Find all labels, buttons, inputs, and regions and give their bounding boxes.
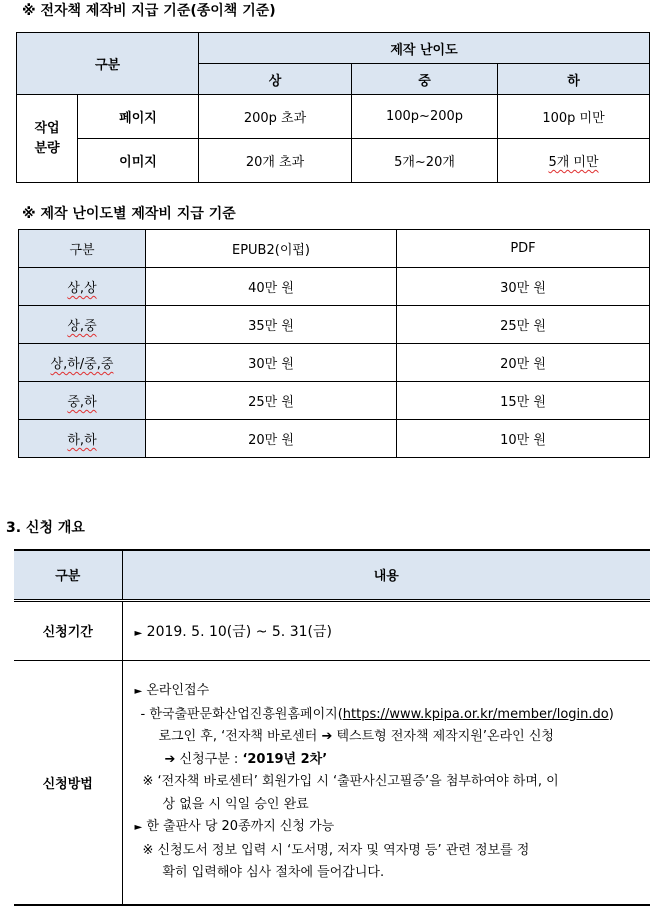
t3-period-label: 신청기간 <box>14 600 122 660</box>
t2-cell: 40만 원 <box>146 268 397 306</box>
method-line-note2: ※ 신청도서 정보 입력 시 ‘도서명, 저자 및 역자명 등’ 관련 정보를 정 <box>142 842 530 858</box>
production-difficulty-table <box>16 32 650 183</box>
method-line-round <box>135 749 645 772</box>
t1-cell: 100p~200p <box>352 95 498 139</box>
method-line-login <box>135 726 645 749</box>
t2-cell: 30만 원 <box>397 268 650 306</box>
site-prefix: - 한국출판문화산업진흥원홈페이지( <box>140 706 343 722</box>
round-value: ‘2019년 2차’ <box>242 751 328 767</box>
t2-grade <box>19 420 146 458</box>
site-suffix: ) <box>608 706 614 722</box>
t1-category-header: 구분 <box>17 33 199 95</box>
spellcheck-text: 중,하 <box>67 395 97 410</box>
cost-by-difficulty-table <box>18 229 650 458</box>
t2-grade <box>19 344 146 382</box>
t1-row-label: 페이지 <box>78 95 199 139</box>
note-cost-by-difficulty: ※ 제작 난이도별 제작비 지급 기준 <box>22 206 236 222</box>
spellcheck-text: 5개 미만 <box>548 155 599 170</box>
spellcheck-text: 상,하/중,중 <box>50 357 114 372</box>
application-overview-table <box>14 549 650 906</box>
t3-method-content <box>122 660 650 905</box>
t2-grade <box>19 306 146 344</box>
method-line-note2-cont: 확히 입력해야 심사 절차에 들어갑니다. <box>162 865 385 880</box>
t2-cell: 15만 원 <box>397 382 650 420</box>
arrow-right-icon: ➔ <box>321 729 333 744</box>
t1-cell: 5개~20개 <box>352 139 498 183</box>
triangle-bullet-icon: ► <box>134 627 143 639</box>
arrow-right-icon: ➔ <box>164 751 176 767</box>
limit-text: 한 출판사 당 20종까지 신청 가능 <box>146 819 335 834</box>
t1-level-low: 하 <box>498 64 650 95</box>
t3-method-label: 신청방법 <box>14 660 122 905</box>
t2-header: EPUB2(이펍) <box>146 230 397 268</box>
t3-header-content: 내용 <box>122 550 650 600</box>
login-text-b: 텍스트형 전자책 제작지원’온라인 신청 <box>336 729 554 744</box>
spellcheck-text: 상,중 <box>67 319 97 334</box>
method-line-note1-cont: 상 없을 시 익일 승인 완료 <box>162 796 309 812</box>
t2-cell: 25만 원 <box>397 306 650 344</box>
t1-difficulty-header: 제작 난이도 <box>199 33 650 64</box>
spellcheck-text: 상,상 <box>67 281 97 296</box>
t2-cell: 30만 원 <box>146 344 397 382</box>
method-line-online <box>135 680 645 704</box>
t2-cell: 25만 원 <box>146 382 397 420</box>
t2-cell: 35만 원 <box>146 306 397 344</box>
kpipa-login-link[interactable]: https://www.kpipa.or.kr/member/login.do <box>342 706 609 722</box>
t1-workload-label: 작업 분량 <box>17 95 78 183</box>
spellcheck-text: 하,하 <box>67 433 97 448</box>
triangle-bullet-icon: ► <box>134 822 143 833</box>
t2-grade <box>19 268 146 306</box>
round-label: 신청구분 : <box>179 751 239 767</box>
t2-cell: 20만 원 <box>397 344 650 382</box>
period-text: 2019. 5. 10(금) ~ 5. 31(금) <box>146 623 332 640</box>
t1-cell: 100p 미만 <box>498 95 650 139</box>
t1-level-mid: 중 <box>352 64 498 95</box>
note-ebook-cost-criteria: ※ 전자책 제작비 지급 기준(종이책 기준) <box>22 3 276 19</box>
t2-header: 구분 <box>19 230 146 268</box>
triangle-bullet-icon: ► <box>134 686 143 697</box>
t3-header-category: 구분 <box>14 550 122 600</box>
t1-cell: 20개 초과 <box>199 139 352 183</box>
t1-cell <box>498 139 650 183</box>
method-line-site <box>135 704 645 727</box>
t1-level-high: 상 <box>199 64 352 95</box>
section-title-application-overview: 3. 신청 개요 <box>6 520 85 536</box>
login-text-a: 로그인 후, ‘전자책 바로센터 <box>158 729 318 744</box>
method-line-limit <box>135 816 645 840</box>
online-label: 온라인접수 <box>146 683 210 698</box>
t2-cell: 20만 원 <box>146 420 397 458</box>
t1-row-label: 이미지 <box>78 139 199 183</box>
t2-cell: 10만 원 <box>397 420 650 458</box>
t2-grade <box>19 382 146 420</box>
method-line-note1: ※ ‘전자책 바로센터’ 회원가입 시 ‘출판사신고필증’을 첨부하여야 하며, 이 <box>142 774 559 789</box>
t1-cell: 200p 초과 <box>199 95 352 139</box>
t2-header: PDF <box>397 230 650 268</box>
t3-period-value <box>122 600 650 660</box>
